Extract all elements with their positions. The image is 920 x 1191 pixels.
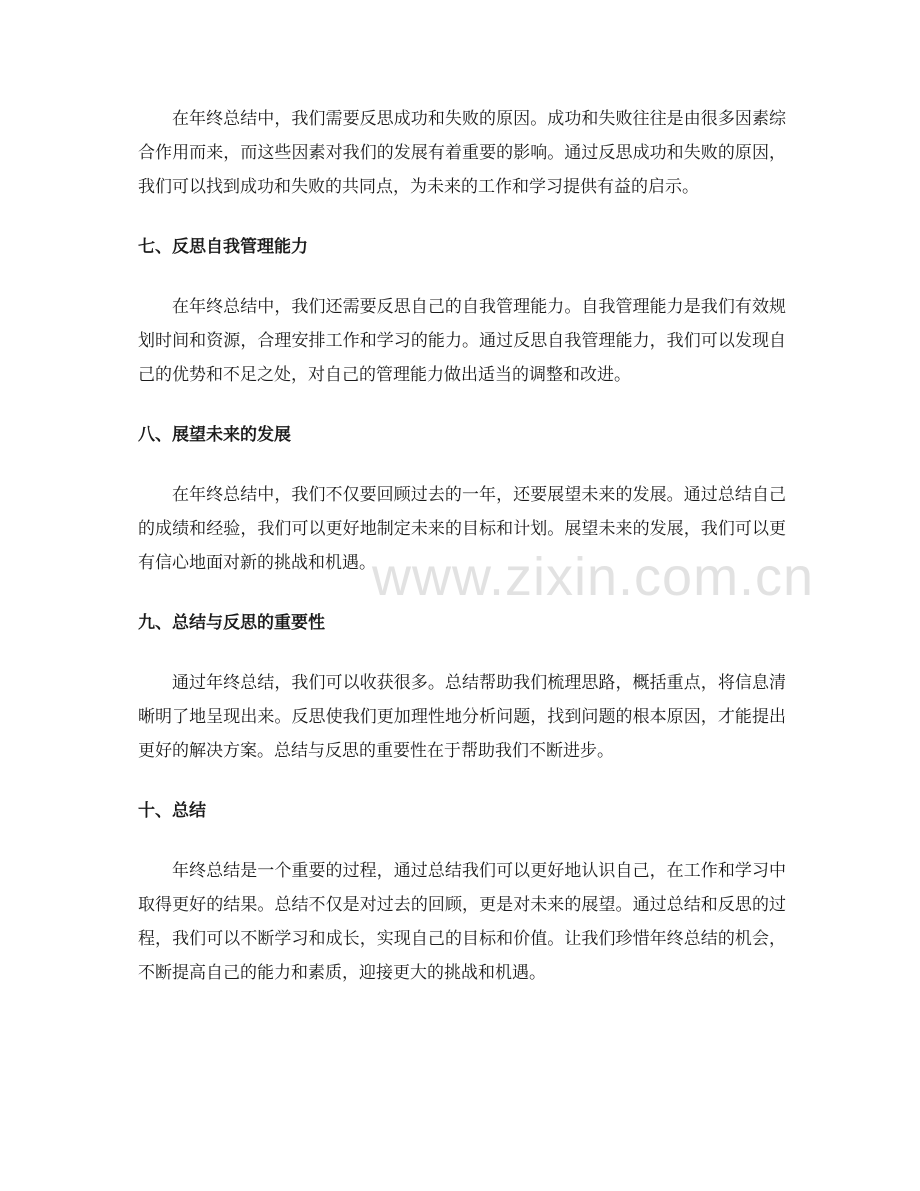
section-heading-10: 十、总结	[138, 801, 206, 821]
section-body-8: 在年终总结中，我们不仅要回顾过去的一年，还要展望未来的发展。通过总结自己的成绩和经验，我们可以更好地制定未来的目标和计划。展望未来的发展，我们可以更有信心地面对新的挑战和机遇。	[138, 485, 786, 573]
section-body-9: 通过年终总结，我们可以收获很多。总结帮助我们梳理思路，概括重点，将信息清晰明了地呈现出来。反思使我们更加理性地分析问题，找到问题的根本原因，才能提出更好的解决方案。总结与反思的重要性在于帮助我们不断进步。	[138, 673, 786, 761]
section-heading-9: 九、总结与反思的重要性	[138, 613, 325, 633]
section-body-10: 年终总结是一个重要的过程，通过总结我们可以更好地认识自己，在工作和学习中取得更好的结果。总结不仅是对过去的回顾，更是对未来的展望。通过总结和反思的过程，我们可以不断学习和成长，实现自己的目标和价值。让我们珍惜年终总结的机会，不断提高自己的能力和素质，迎接更大的挑战和机遇。	[138, 861, 786, 983]
watermark: www.zixin.com.cn	[372, 547, 815, 607]
section-heading-8: 八、展望未来的发展	[138, 425, 291, 445]
intro-paragraph: 在年终总结中，我们需要反思成功和失败的原因。成功和失败往往是由很多因素综合作用而来，而这些因素对我们的发展有着重要的影响。通过反思成功和失败的原因，我们可以找到成功和失败的共同点，为未来的工作和学习提供有益的启示。	[138, 109, 786, 197]
section-heading-7: 七、反思自我管理能力	[138, 237, 308, 257]
document-body	[138, 102, 786, 1016]
section-body-7: 在年终总结中，我们还需要反思自己的自我管理能力。自我管理能力是我们有效规划时间和资源，合理安排工作和学习的能力。通过反思自我管理能力，我们可以发现自己的优势和不足之处，对自己的管理能力做出适当的调整和改进。	[138, 297, 786, 385]
